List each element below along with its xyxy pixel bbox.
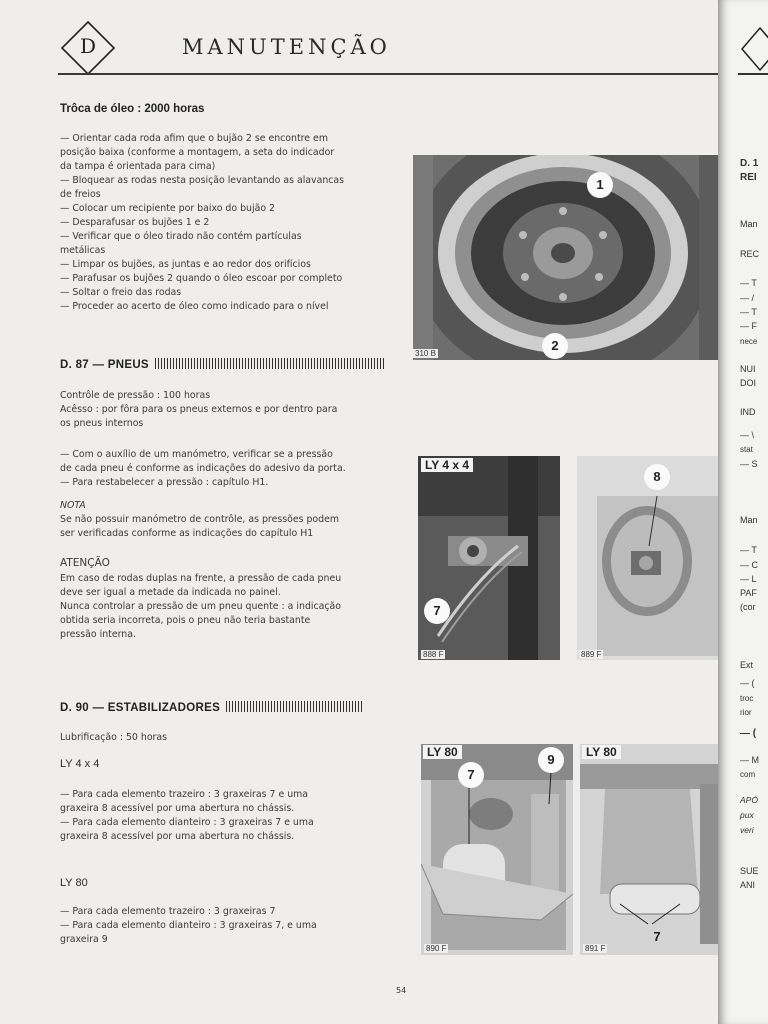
figure-code: 888 F — [423, 650, 444, 659]
tires-note — [60, 499, 372, 541]
facing-text: D. 1 — [740, 158, 759, 169]
figure-code: 890 F — [426, 944, 447, 953]
facing-text: REI — [740, 172, 757, 183]
text-line: os pneus internos — [60, 418, 144, 429]
facing-text: com — [740, 770, 756, 779]
facing-text: — S — [740, 459, 758, 469]
tires-heading — [60, 358, 385, 371]
facing-text: Man — [740, 515, 758, 525]
facing-text: — F — [740, 321, 757, 331]
facing-text: — T — [740, 545, 757, 555]
text-line: — Com o auxílio de um manómetro, verificar se a pressão — [60, 449, 333, 460]
text-line: — Bloquear as rodas nesta posição levantando as alavancas — [60, 175, 345, 186]
ly80-front-image — [580, 744, 718, 955]
text-line: — Limpar os bujões, as juntas e ao redor dos orifícios — [60, 259, 311, 270]
text-line: — Para restabelecer a pressão : capítulo H1. — [60, 477, 269, 488]
facing-text: — M — [740, 755, 759, 765]
facing-text: PAF — [740, 588, 757, 598]
note-title: NOTA — [60, 500, 86, 511]
ly4x4-rear-image — [418, 456, 560, 660]
facing-text: — T — [740, 307, 757, 317]
ly4x4-grease-point-photo — [577, 456, 718, 660]
oil-change-heading: Trôca de óleo : 2000 horas — [60, 103, 205, 115]
text-line: — Soltar o freio das rodas — [60, 287, 182, 298]
text-line: da tampa é orientada para cima) — [60, 161, 216, 172]
text-line: graxeira 8 acessível por uma abertura no chássis. — [60, 831, 295, 842]
facing-text: ANI — [740, 880, 756, 890]
ly4x4-steps — [60, 788, 372, 844]
ly4x4-title: LY 4 x 4 — [60, 758, 100, 770]
text-line: Contrôle de pressão : 100 horas — [60, 390, 211, 401]
facing-text: REC — [740, 249, 760, 259]
facing-text: veri — [740, 825, 754, 835]
ly80-front-photo — [580, 744, 718, 955]
ly4x4-rear-photo — [418, 456, 560, 660]
ly80-steps — [60, 905, 372, 947]
stabilizers-heading-text: D. 90 — ESTABILIZADORES — [60, 702, 221, 714]
page-title: MANUTENÇÃO — [182, 35, 391, 59]
attention-title: ATENÇÃO — [60, 557, 110, 569]
facing-text: DOI — [740, 378, 757, 388]
callout-8: 8 — [644, 464, 670, 490]
wheel-hub-photo — [413, 155, 718, 360]
callout-7: 7 — [424, 598, 450, 624]
text-line: — Para cada elemento dianteiro : 3 graxeiras 7, e uma — [60, 920, 317, 931]
facing-section-diamond-icon — [740, 26, 768, 72]
facing-text: — / — [740, 293, 755, 303]
oil-change-steps — [60, 132, 372, 314]
text-line: metálicas — [60, 245, 106, 256]
text-line: Em caso de rodas duplas na frente, a pressão de cada pneu — [60, 573, 342, 584]
facing-text: — ( — [740, 728, 757, 739]
callout-1: 1 — [587, 172, 613, 198]
facing-text: nece — [740, 337, 758, 346]
text-line: — Colocar um recipiente por baixo do bujão 2 — [60, 203, 276, 214]
facing-text: APÓ — [740, 795, 758, 805]
facing-text: — L — [740, 574, 757, 584]
facing-text: — \ — [740, 430, 755, 440]
text-line: posição baixa (conforme a montagem, a seta do indicador — [60, 147, 335, 158]
facing-text: NUI — [740, 364, 756, 374]
ly80-rear-photo — [421, 744, 573, 955]
text-line: — Orientar cada roda afim que o bujão 2 se encontre em — [60, 133, 328, 144]
facing-text: IND — [740, 407, 756, 417]
tires-heading-text: D. 87 — PNEUS — [60, 359, 149, 371]
facing-text: stat — [740, 445, 753, 454]
text-line: pressão interna. — [60, 629, 136, 640]
figure-code: 310 B — [415, 349, 436, 358]
figure-code: 889 F — [581, 650, 602, 659]
lubrication-interval: Lubrificação : 50 horas — [60, 732, 168, 743]
figure-label: LY 80 — [582, 745, 621, 759]
tires-intro — [60, 389, 372, 431]
ly80-rear-image — [421, 744, 573, 955]
facing-text: Man — [740, 219, 758, 229]
figure-label: LY 4 x 4 — [421, 458, 473, 472]
text-line: — Parafusar os bujões 2 quando o óleo escoar por completo — [60, 273, 343, 284]
wheel-hub-image — [413, 155, 718, 360]
facing-text: pux — [740, 810, 754, 820]
heading-rule-decoration — [155, 358, 385, 369]
facing-text: — ( — [740, 678, 755, 688]
facing-text: — C — [740, 560, 758, 570]
facing-text: rior — [740, 708, 752, 717]
facing-page-edge — [718, 0, 768, 1024]
text-line: — Para cada elemento trazeiro : 3 graxeiras 7 e uma — [60, 789, 309, 800]
text-line: ser verificadas conforme as indicações do capítulo H1 — [60, 528, 314, 539]
facing-header-divider — [738, 73, 768, 75]
text-line: de cada pneu é conforme as indicações do adesivo da porta. — [60, 463, 346, 474]
tires-attention — [60, 556, 372, 642]
text-line: Nunca controlar a pressão de um pneu quente : a indicação — [60, 601, 342, 612]
tires-steps — [60, 448, 372, 490]
callout-9: 9 — [538, 747, 564, 773]
text-line: — Verificar que o óleo tirado não contém partículas — [60, 231, 302, 242]
callout-7: 7 — [458, 762, 484, 788]
text-line: de freios — [60, 189, 101, 200]
header-divider — [58, 73, 718, 75]
callout-7: 7 — [653, 929, 661, 944]
figure-code: 891 F — [585, 944, 606, 953]
facing-text: — T — [740, 278, 757, 288]
text-line: graxeira 8 acessível por uma abertura no chássis. — [60, 803, 295, 814]
text-line: Acêsso : por fôra para os pneus externos e por dentro para — [60, 404, 338, 415]
facing-text: (cor — [740, 602, 756, 612]
facing-text: SUE — [740, 866, 759, 876]
heading-rule-decoration — [226, 701, 364, 712]
facing-text: troc — [740, 694, 754, 703]
text-line: deve ser igual a metade da indicada no painel. — [60, 587, 281, 598]
ly80-title: LY 80 — [60, 877, 88, 889]
page-number: 54 — [396, 986, 407, 995]
text-line: — Proceder ao acerto de óleo como indicado para o nível — [60, 301, 329, 312]
text-line: graxeira 9 — [60, 934, 108, 945]
text-line: obtida seria incorreta, pois o pneu não teria bastante — [60, 615, 311, 626]
stabilizers-heading — [60, 701, 364, 714]
section-letter: D — [79, 34, 97, 58]
text-line: — Para cada elemento trazeiro : 3 graxeiras 7 — [60, 906, 276, 917]
text-line: — Desparafusar os bujões 1 e 2 — [60, 217, 210, 228]
text-line: — Para cada elemento dianteiro : 3 graxeiras 7 e uma — [60, 817, 314, 828]
figure-label: LY 80 — [423, 745, 462, 759]
facing-text: Ext — [740, 660, 754, 670]
text-line: Se não possuir manómetro de contrôle, as pressões podem — [60, 514, 340, 525]
callout-2: 2 — [542, 333, 568, 359]
